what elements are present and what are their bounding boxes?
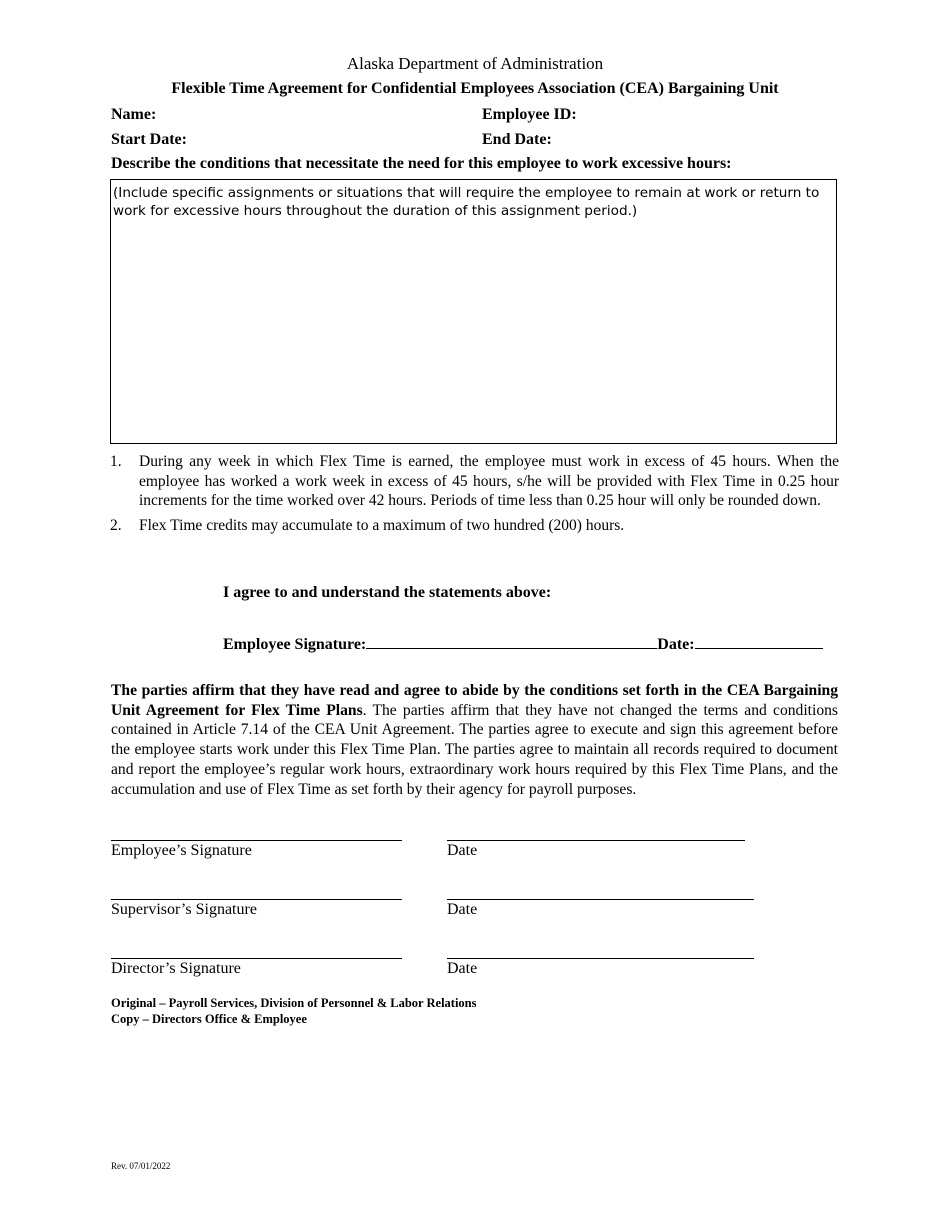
list-item: [110, 516, 839, 536]
conditions-heading: Describe the conditions that necessitate the need for this employee to work excessive hours:: [111, 155, 732, 172]
affirmation-paragraph: [111, 681, 838, 799]
revision-date: Rev. 07/01/2022: [111, 1161, 171, 1171]
affirmation-bold-text: The parties affirm that they have read and agree to abide by the conditions set forth in the CEA Bargaining Unit Agreement for Flex Time Plans: [111, 682, 838, 719]
employee-date-caption: Date: [447, 842, 478, 859]
conditions-box[interactable]: [110, 179, 837, 444]
employee-signature-caption: Employee’s Signature: [111, 842, 252, 859]
distribution-original: Original – Payroll Services, Division of Personnel & Labor Relations: [111, 996, 477, 1010]
list-item-number: 1.: [110, 453, 122, 470]
distribution-note: [111, 995, 477, 1027]
agreement-statement: I agree to and understand the statements above:: [223, 584, 552, 601]
terms-list: [110, 452, 839, 540]
director-date-line[interactable]: [447, 958, 754, 959]
employee-id-label: Employee ID:: [482, 106, 577, 123]
director-signature-line[interactable]: [111, 958, 402, 959]
start-date-label: Start Date:: [111, 131, 187, 148]
list-item: [110, 452, 839, 511]
supervisor-signature-line[interactable]: [111, 899, 402, 900]
list-item-number: 2.: [110, 516, 122, 534]
director-date-caption: Date: [447, 960, 478, 977]
form-title: Flexible Time Agreement for Confidential Employees Association (CEA) Bargaining Unit: [171, 80, 779, 97]
date-field[interactable]: [695, 632, 823, 649]
list-item-text: During any week in which Flex Time is earned, the employee must work in excess of 45 hours. When the employee has worked a work week in excess of 45 hours, s/he will be provided with Flex Time in 0.25 hour increments for the time worked over 42 hours. Periods of time less than 0.25 hour will only be rounded down.: [139, 453, 839, 509]
supervisor-date-line[interactable]: [447, 899, 754, 900]
employee-signature-line[interactable]: [111, 840, 402, 841]
employee-signature-label: Employee Signature:: [223, 636, 367, 653]
end-date-label: End Date:: [482, 131, 552, 148]
date-label: Date:: [657, 636, 695, 653]
employee-date-line[interactable]: [447, 840, 745, 841]
employee-signature-row: [223, 632, 823, 654]
supervisor-date-caption: Date: [447, 901, 478, 918]
distribution-copy: Copy – Directors Office & Employee: [111, 1012, 307, 1026]
department-name: Alaska Department of Administration: [346, 54, 604, 73]
conditions-field[interactable]: (Include specific assignments or situations that will require the employee to remain at work or return to work for excessive hours throughout the duration of this assignment period.): [113, 185, 820, 219]
employee-signature-field[interactable]: [366, 632, 657, 649]
affirmation-text: . The parties affirm that they have not changed the terms and conditions contained in Article 7.14 of the CEA Unit Agreement. The parties agree to execute and sign this agreement before the employee starts work under this Flex Time Plan. The parties agree to maintain all records required to document and report the employee’s regular work hours, extraordinary work hours required by this Flex Time Plans, and the accumulation and use of Flex Time as set forth by their agency for payroll purposes.: [111, 701, 838, 798]
name-label: Name:: [111, 106, 157, 123]
director-signature-caption: Director’s Signature: [111, 960, 241, 977]
list-item-text: Flex Time credits may accumulate to a maximum of two hundred (200) hours.: [139, 516, 625, 534]
supervisor-signature-caption: Supervisor’s Signature: [111, 901, 257, 918]
